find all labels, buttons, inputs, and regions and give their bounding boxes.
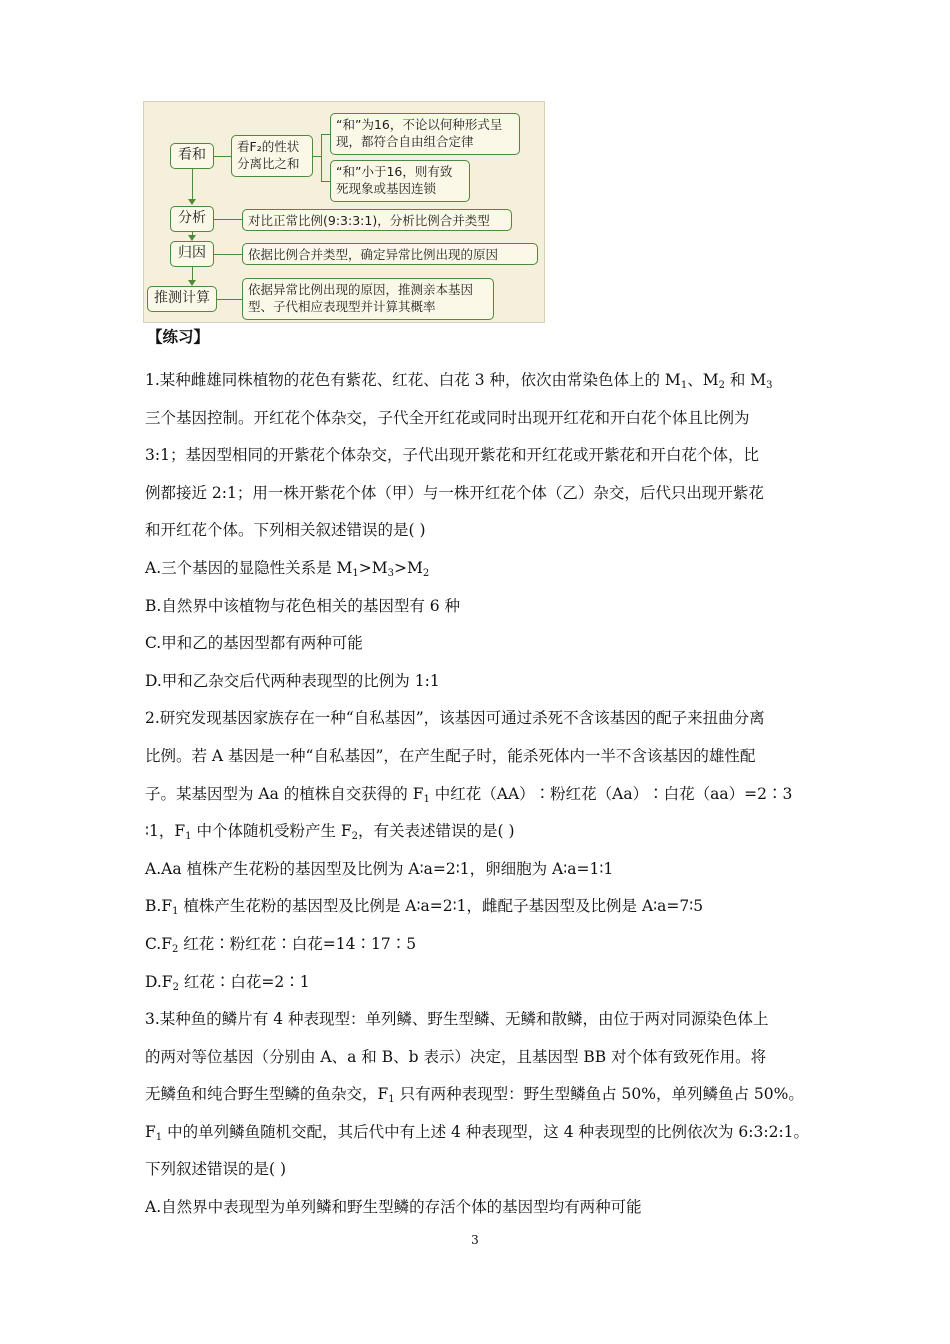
connector-line [192,169,193,200]
flow-box-sum-ratio: 看F₂的性状分离比之和 [231,135,313,177]
connector-line [321,134,322,181]
flow-step-infer-calc: 推测计算 [147,286,217,312]
page-number: 3 [471,1233,479,1247]
flow-box-analyze: 对比正常比例(9:3:3:1)，分析比例合并类型 [242,209,512,231]
flow-box-infer-calc: 依据异常比例出现的原因，推测亲本基因型、子代相应表现型并计算其概率 [242,278,494,320]
option-a: A.自然界中表现型为单列鳞和野生型鳞的存活个体的基因型均有两种可能 [145,1198,642,1217]
option-d: D.甲和乙杂交后代两种表现型的比例为 1:1 [145,671,440,690]
question-3-line: $F_1$ 中的单列鳞鱼随机交配，其后代中有上述 4 种表现型，这 4 种表现型的比例依次为 6:3:2:1。 [145,1122,810,1143]
flow-box-case-less-16: “和”小于16，则有致死现象或基因连锁 [330,160,470,202]
flowchart-figure [143,101,545,323]
connector-line [217,299,242,300]
option-a: A.三个基因的显隐性关系是 $M_1>M_3>M_2$ [145,558,430,579]
question-1-line: 和开红花个体。下列相关叙述错误的是( ) [145,521,426,540]
question-3-line: 的两对等位基因（分别由 A、a 和 B、b 表示）决定，且基因型 BB 对个体有致死作用。将 [145,1047,767,1066]
option-a: A.Aa 植株产生花粉的基因型及比例为 A∶a=2∶1，卵细胞为 A∶a=1∶1 [145,859,614,878]
question-1-line: 例都接近 2:1；用一株开紫花个体（甲）与一株开红花个体（乙）杂交，后代只出现开紫花 [145,483,764,502]
option-d: $D.F_2$ 红花∶白花=2∶1 [145,972,310,993]
arrow-down-icon [188,235,196,241]
connector-line [313,156,321,157]
flow-box-attribute: 依据比例合并类型，确定异常比例出现的原因 [242,243,538,265]
flow-step-analyze: 分析 [170,206,214,232]
connector-line [214,156,231,157]
question-1-line: 3:1；基因型相同的开紫花个体杂交，子代出现开紫花和开红花或开紫花和开白花个体，比 [145,446,759,465]
question-1-line: 1.某种雌雄同株植物的花色有紫花、红花、白花 3 种，依次由常染色体上的 $M_1$、$M_2$ 和 $M_3$ [145,371,773,391]
connector-line [321,134,330,135]
flow-step-look-sum: 看和 [170,143,214,169]
connector-line [192,267,193,280]
question-3-line: 无鳞鱼和纯合野生型鳞的鱼杂交，$F_1$ 只有两种表现型：野生型鳞鱼占 50%，单列鳞鱼占 50%。 [145,1085,804,1106]
question-2-line: ∶1，$F_1$ 中个体随机受粉产生 $F_2$，有关表述错误的是( ) [145,822,515,843]
question-2-line: 2.研究发现基因家族存在一种“自私基因”，该基因可通过杀死不含该基因的配子来扭曲分离 [145,709,765,728]
question-2-line: 比例。若 A 基因是一种“自私基因”，在产生配子时，能杀死体内一半不含该基因的雄性配 [145,746,756,765]
flow-step-attribute: 归因 [170,241,214,267]
question-body [145,362,817,1227]
option-c: $C.F_2$ 红花∶粉红花∶白花=14∶17∶5 [145,934,417,955]
arrow-down-icon [188,280,196,286]
option-c: C.甲和乙的基因型都有两种可能 [145,634,363,653]
option-b: B.自然界中该植物与花色相关的基因型有 6 种 [145,596,461,615]
question-3-line: 下列叙述错误的是( ) [145,1160,287,1179]
connector-line [214,254,242,255]
connector-line [321,181,330,182]
connector-line [214,219,242,220]
flow-box-case-16: “和”为16，不论以何种形式呈现，都符合自由组合定律 [330,113,520,155]
question-3-line: 3.某种鱼的鳞片有 4 种表现型：单列鳞、野生型鳞、无鳞和散鳞，由位于两对同源染色体上 [145,1010,769,1029]
option-b: $B.F_1$ 植株产生花粉的基因型及比例是 A∶a=2∶1，雌配子基因型及比例是 A∶a=7∶5 [145,897,704,918]
section-heading: 【练习】 [147,328,210,346]
question-1-line: 三个基因控制。开红花个体杂交，子代全开红花或同时出现开红花和开白花个体且比例为 [145,408,750,427]
arrow-down-icon [188,199,196,205]
question-2-line: 子。某基因型为 Aa 的植株自交获得的 $F_1$ 中红花（AA）∶粉红花（Aa）∶白花（aa）=2∶3 [145,784,793,805]
